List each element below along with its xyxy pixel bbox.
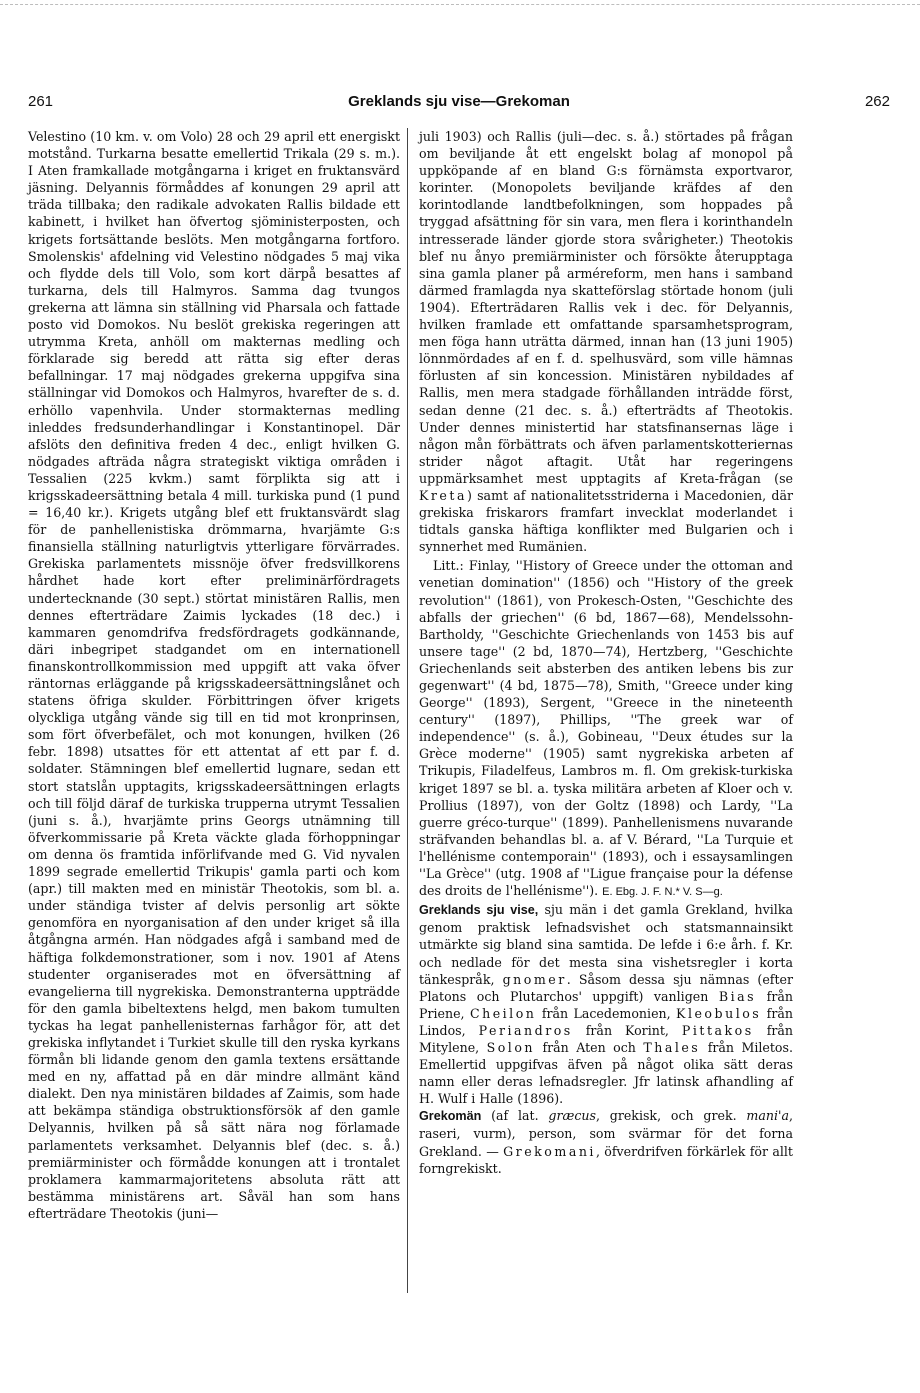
page-number-right: 262 bbox=[864, 93, 890, 110]
literature-text: Litt.: Finlay, ''History of Greece under the ottoman and venetian domination'' (1856) och ''History of the greek revolution'' (1861), von Prokesch-Osten, ''Geschichte des abfalls der griechen'' (6 bd, 1867—68), Mendelssohn-Bartholdy, ''Geschichte Griechenlands von 1453 bis auf unsere tage'' (2 bd, 1870—74), Hertzberg, ''Geschichte Griechenlands seit absterben des antiken lebens bis zur gegenwart'' (4 bd, 1875—78), Smith, ''Greece under king George'' (1893), Sergent, ''Greece in the nineteenth century'' (1897), Phillips, ''The greek war of independence'' (s. å.), Gobineau, ''Deux études sur la Grèce moderne'' (1905) samt nygrekiska arbeten af Trikupis, Filadelfeus, Lambros m. fl. Om grekisk-turkiska kriget 1897 se bl. a. tyska militära arbeten af Kloer och v. Prollius (1897), von der Goltz (1898) och Lardy, ''La guerre gréco-turque'' (1899). Panhellenismens nuvarande sträfvanden behandlas bl. a. af V. Bérard, ''La Turquie et l'hellénisme contemporain'' (1893), och i essaysamlingen ''La Grèce'' (utg. 1908 af ''Ligue française pour la défense des droits de l'hellénisme''). bbox=[419, 558, 793, 899]
entry-headword: Greklands sju vise, bbox=[419, 903, 539, 918]
column-divider bbox=[407, 128, 408, 1293]
gnomer-cross-reference[interactable]: gnomer bbox=[502, 971, 567, 987]
entry-text: från Miletos. Emellertid uppgifvas äfven på något olika sätt deras namn eller deras lefnadsregler. Jfr latinsk afhandling af H. Wulf i Halle (1896). bbox=[419, 1039, 793, 1107]
solon-cross-reference[interactable]: Solon bbox=[486, 1039, 536, 1055]
pittakos-cross-reference[interactable]: Pittakos bbox=[681, 1022, 754, 1038]
greek-term: mani'a bbox=[746, 1108, 789, 1124]
entry-text: , öfverdrifven förkärlek för allt forngrekiskt. bbox=[419, 1143, 793, 1176]
entry-text: från Lindos, bbox=[419, 1005, 793, 1038]
page-header bbox=[28, 93, 890, 115]
continuation-text: juli 1903) och Rallis (juli—dec. s. å.) störtades på frågan om beviljande åt ett engelskt bolag af monopol på uppköpande af en bland G:s förnämsta exportvaror, korinter. (Monopolets beviljande kräfdes af den korintodlande landtbefolkningen, som hoppades på tryggad afsättning för sin vara, men flera i korinthandeln intresserade länder gjorde stora svårigheter.) Theotokis blef nu ånyo premiärminister och försökte återupptaga sina gamla planer på arméreform, men hans i samband därmed framlagda nya skatteförslag störtade honom (juli 1904). Efterträdaren Rallis vek i dec. för Delyannis, hvilken framlade ett omfattande sparsamhetsprogram, men föga hann uträtta därmed, innan han (13 juni 1905) lönnmördades af en f. d. spelhusvärd, som ville hämnas förlusten af sin koncession. Ministären nybildades af Rallis, men mera stadgade förhållanden inträdde först, sedan denne (21 dec. s. å.) efterträdts af Theotokis. Under dennes ministertid har statsfinansernas läge i någon mån förbättrats och äfven parlamentskotteriernas strider något aftagit. Utåt har regeringens uppmärksamhet mest upptagits af Kreta-frågan (se bbox=[419, 129, 793, 486]
thales-cross-reference[interactable]: Thales bbox=[643, 1039, 701, 1055]
kleobulos-cross-reference[interactable]: Kleobulos bbox=[676, 1005, 762, 1021]
entry-text: från Korint, bbox=[585, 1022, 669, 1038]
entry-text: (af lat. bbox=[491, 1108, 539, 1124]
continued-paragraph bbox=[419, 128, 793, 555]
left-column bbox=[28, 128, 400, 1222]
right-column bbox=[419, 128, 793, 1177]
top-dashed-rule bbox=[0, 4, 920, 5]
entry-text: från Priene, bbox=[419, 988, 793, 1021]
continuation-text-2: ) samt af nationalitetsstriderna i Macedonien, där grekiska friskarors framfart invecklat moderlandet i tidtals ganska häftiga konflikter med Bulgarien och i synnerhet med Rumänien. bbox=[419, 487, 793, 555]
periandros-cross-reference[interactable]: Periandros bbox=[478, 1022, 573, 1038]
page-number-left: 261 bbox=[28, 93, 54, 110]
entry-text: , grekisk, och grek. bbox=[595, 1108, 737, 1124]
running-title: Greklands sju vise—Grekoman bbox=[348, 93, 570, 110]
bias-cross-reference[interactable]: Bias bbox=[718, 988, 757, 1004]
entry-text: från Mitylene, bbox=[419, 1022, 793, 1055]
author-signature: E. Ebg. J. F. N.* V. S—g. bbox=[602, 886, 723, 899]
entry-headword: Grekomän bbox=[419, 1109, 482, 1124]
kreta-cross-reference[interactable]: Kreta bbox=[419, 487, 467, 503]
entry-text: sju män i det gamla Grekland, hvilka genom praktisk lefnadsvishet och statsmannainsikt utmärkte sig bland sina samtida. De lefde i 6:e årh. f. Kr. och nedlade för det mesta sina vishetsregler i korta tänkespråk, bbox=[419, 902, 793, 987]
entry-text: från Aten och bbox=[542, 1039, 636, 1055]
entry-text: . Såsom dessa sju nämnas (efter Platons och Plutarchos' uppgift) vanligen bbox=[419, 971, 793, 1004]
latin-term: græcus bbox=[548, 1108, 596, 1124]
entry-grekoman bbox=[419, 1107, 793, 1176]
entry-text: , raseri, vurm), person, som svärmar för det forna Grekland. — bbox=[419, 1108, 793, 1159]
left-column-text: Velestino (10 km. v. om Volo) 28 och 29 april ett energiskt motstånd. Turkarna besatte emellertid Trikala (29 s. m.). I Aten framkallade motgångarna i kriget en fruktansvärd jäsning. Delyannis förmåddes af konungen 29 april att träda tillbaka; den radikale advokaten Rallis bildade ett kabinett, i hvilket han öfvertog sjöministerposten, och krigets fortsättande beslöts. Men motgångarna fortforo. Smolenskis' afdelning vid Velestino nödgades 5 maj vika och flydde dels till Volo, som kort därpå besattes af turkarna, dels till Halmyros. Samma dag tvungos grekerna att lämna sin ställning vid Pharsala och fattade posto vid Domokos. Nu beslöt grekiska regeringen att utrymma Kreta, anhöll om makternas medling och förklarade sig beredd att rätta sig efter deras befallningar. 17 maj nödgades grekerna uppgifva sina ställningar vid Domokos och Halmyros, hvarefter de s. d. erhöllo vapenhvila. Under stormakternas medling inleddes fredsunderhandlingar i Konstantinopel. Där afslöts den definitiva freden 4 dec., enligt hvilken G. nödgades afträda några strategiskt viktiga områden i Tessalien (225 kvkm.) samt förplikta sig att i krigsskadeersättning betala 4 mill. turkiska pund (1 pund = 16,40 kr.). Krigets utgång blef ett fruktansvärdt slag för de panhellenistiska drömmarna, hvarjämte G:s finansiella ställning naturligtvis ytterligare förvärrades. Grekiska parlamentets missnöje öfver fredsvillkorens hårdhet hade kort efter preliminärfördragets undertecknande (30 sept.) störtat ministären Rallis, men dennes efterträdare Zaimis lyckades (18 dec.) i kammaren genomdrifva fredsfördragets godkännande, däri inbegripet stadgandet om en internationell finanskontrollkommission med uppgift att vaka öfver räntornas erläggande på krigsskadeersättningslånet och statens öfriga skulder. Förbittringen öfver krigets olyckliga utgång vände sig till en tid mot kronprinsen, som fört öfverbefälet, och mot konungen, hvilken (26 febr. 1898) utsattes för ett attentat af ett par f. d. soldater. Stämningen blef emellertid lugnare, sedan ett stort statslån upptagits, krigsskadeersättningen erlagts och till följd däraf de turkiska trupperna utrymt Tessalien (juni s. å.), hvarjämte prins Georgs utnämning till öfverkommissarie på Kreta väckte glada förhoppningar om denna ös framtida införlifvande med G. Vid nyvalen 1899 segrade emellertid Trikupis' gamla parti och kom (apr.) till makten med en ministär Theotokis, som bl. a. under ständiga tvister af delvis personlig art sökte genomföra en nyorganisation af den under kriget så illa åtgångna armén. Han nödgades afgå i samband med de häftiga folkdemonstrationer, som i nov. 1901 af Atens studenter organiserades mot en öfversättning af evangelierna till nygrekiska. Demonstranterna uppträdde för den gamla bibeltextens helgd, men bakom tumulten tyckas ha legat panhellenisternas farhågor för, att det grekiska inflytandet i Turkiet skulle till den ryska kyrkans förmån bli lidande genom den gamla textens ersättande med en ny, affattad på en där mindre allmänt känd dialekt. Den nya ministären bildades af Zaimis, som hade att bekämpa ständiga obstruktionsförsök af den gamle Delyannis, hvilken på så sätt nära nog förlamade parlamentets verksamhet. Delyannis blef (dec. s. å.) premiärminister och förmådde konungen att i trontalet proklamera kammarmajoritetens absoluta rätt att bestämma ministärens art. Såväl han som hans efterträdare Theotokis (juni— bbox=[28, 129, 400, 1221]
entry-greklands-sju-vise bbox=[419, 901, 793, 1107]
grekomani-subentry: Grekomani bbox=[503, 1143, 596, 1159]
cheilon-cross-reference[interactable]: Cheilon bbox=[469, 1005, 537, 1021]
entry-text: från Lacedemonien, bbox=[541, 1005, 671, 1021]
literature-paragraph bbox=[419, 557, 793, 901]
